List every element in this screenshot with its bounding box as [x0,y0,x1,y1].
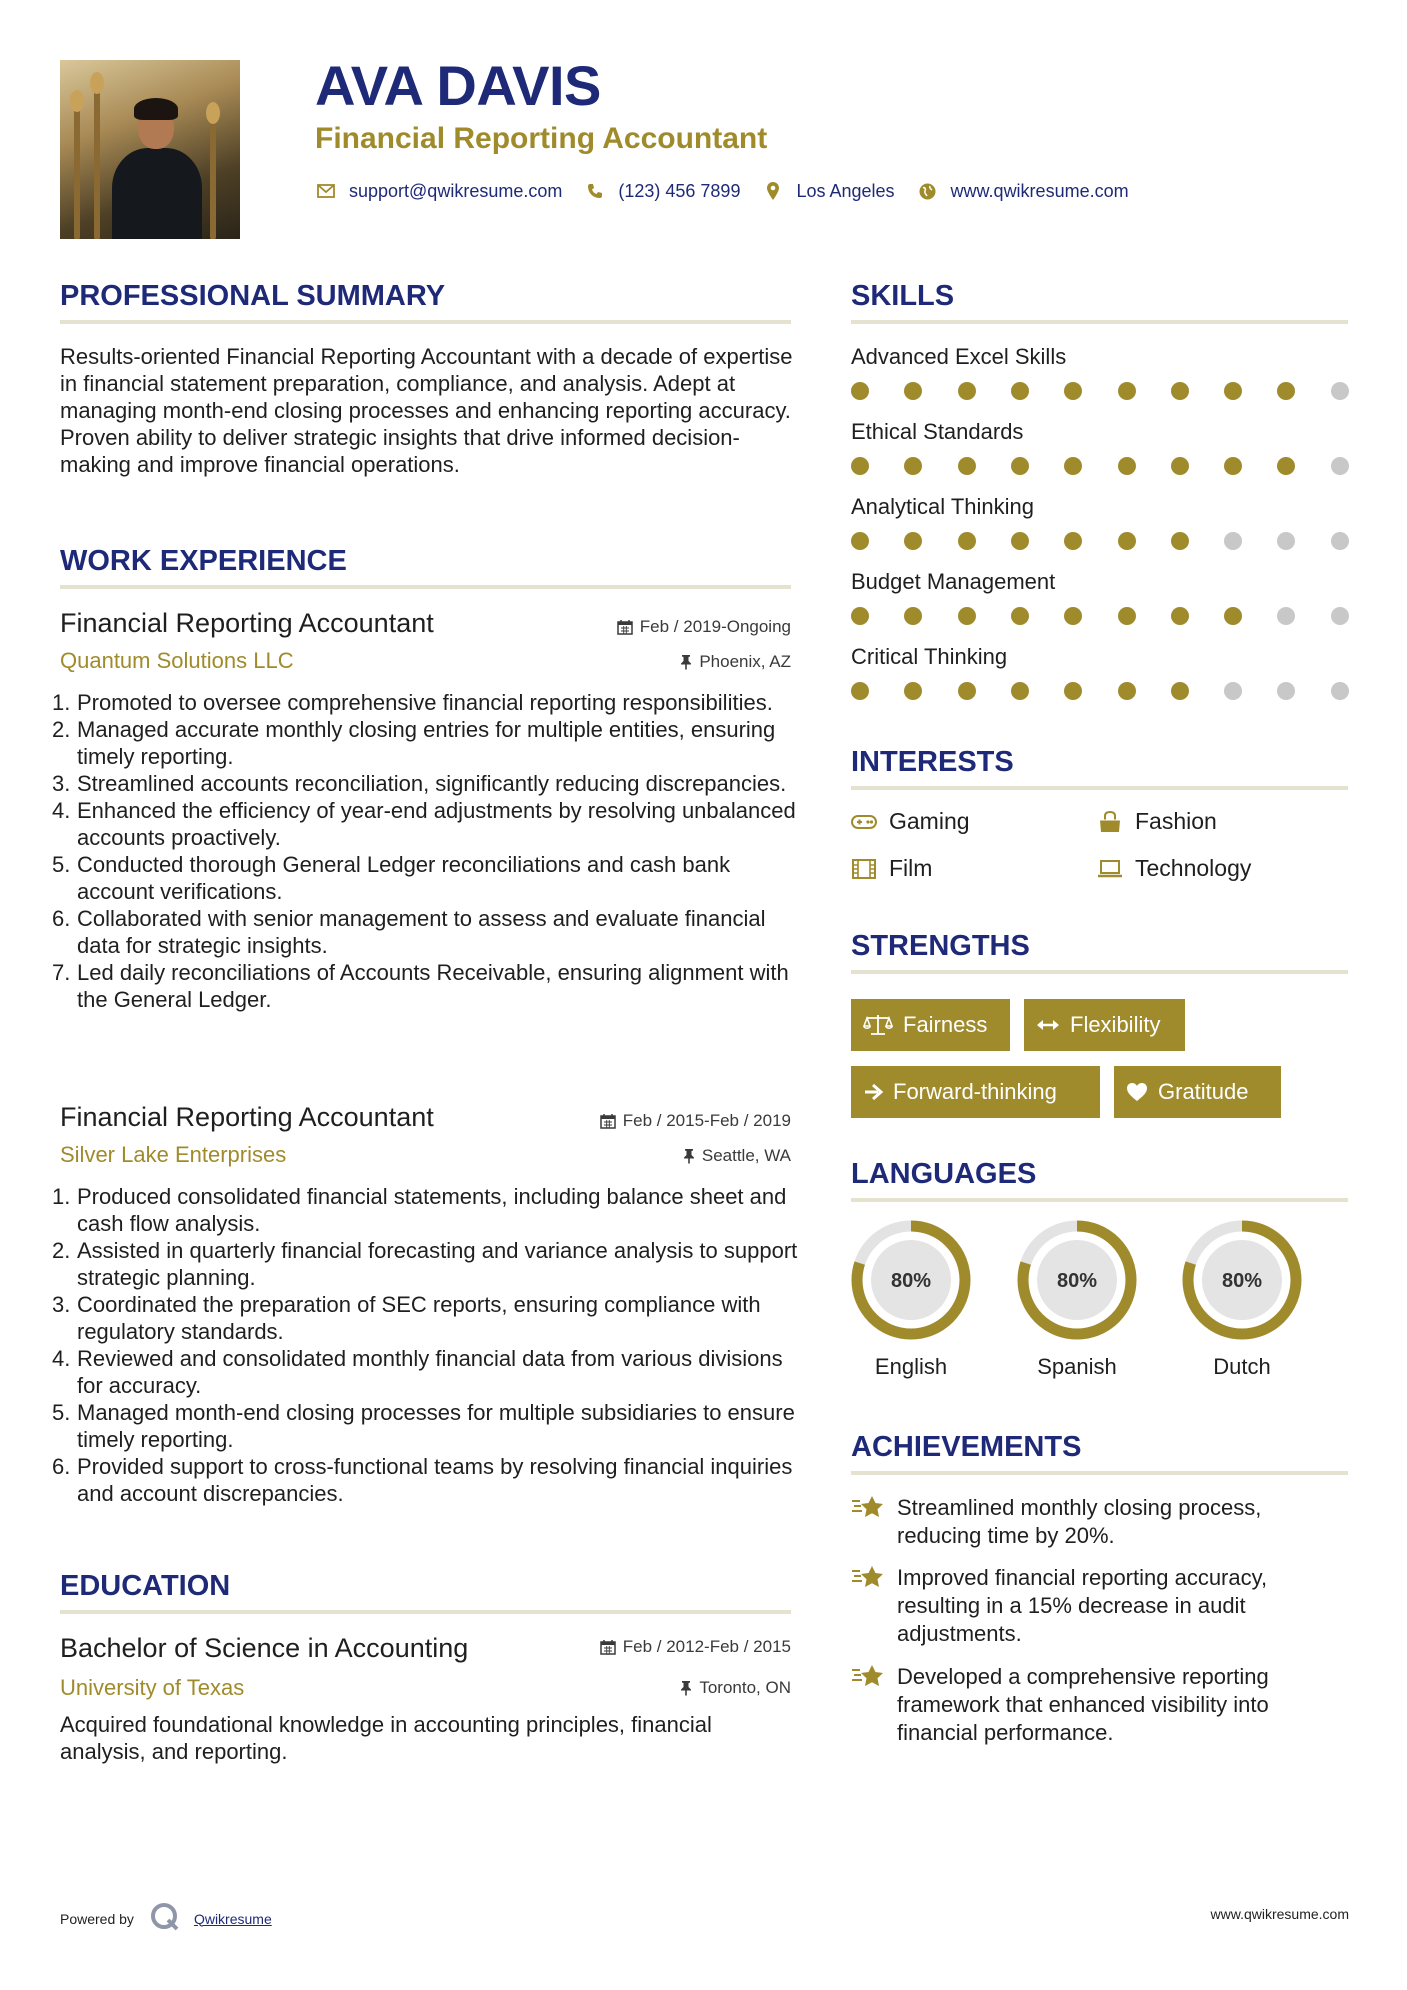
job-2-location [683,1146,791,1166]
skill-dot-filled [1171,457,1189,475]
education-heading: EDUCATION [60,1570,231,1602]
calendar-icon [600,1639,616,1655]
skill-4-name: Budget Management [851,569,1056,594]
interests-heading: INTERESTS [851,746,1014,778]
job-1-date [617,617,791,637]
skill-dot-filled [1118,382,1136,400]
calendar-icon [617,619,633,635]
skill-dot-filled [851,682,869,700]
contact-website-text: www.qwikresume.com [950,180,1129,201]
job-1-bullets [52,689,802,1013]
experience-divider [60,585,791,589]
list-item: 2. Managed accurate monthly closing entries for multiple entities, ensuring timely reporting. [52,717,776,769]
arrows-horizontal-icon [1036,1018,1060,1032]
strength-forward-thinking-label: Forward-thinking [893,1079,1057,1104]
skill-dot-filled [1224,457,1242,475]
skill-dot-empty [1224,532,1242,550]
globe-icon [917,180,939,202]
footer-powered-by [60,1902,272,1935]
skill-dot-filled [851,382,869,400]
strength-flexibility-label: Flexibility [1070,1012,1161,1037]
skill-1-rating [851,382,1349,400]
language-english [849,1218,973,1380]
skill-dot-filled [1171,607,1189,625]
experience-heading: WORK EXPERIENCE [60,545,347,577]
skill-dot-empty [1331,682,1349,700]
job-2-title: Financial Reporting Accountant [60,1102,434,1132]
pushpin-icon [680,654,692,670]
education-divider [60,1610,791,1614]
gamepad-icon [851,811,877,833]
skill-5-rating [851,682,1349,700]
skill-dot-filled [958,532,976,550]
map-marker-icon [762,180,784,202]
summary-heading: PROFESSIONAL SUMMARY [60,280,446,312]
skill-2-rating [851,457,1349,475]
skill-dot-filled [851,607,869,625]
list-item: 6. Collaborated with senior management to assess and evaluate financial data for strategic insights. [52,906,766,958]
job-2-company: Silver Lake Enterprises [60,1142,287,1167]
achievement-3 [851,1663,1351,1747]
job-1-title: Financial Reporting Accountant [60,608,434,638]
skill-dot-filled [904,457,922,475]
skill-dot-filled [1171,532,1189,550]
shopping-bag-icon [1097,811,1123,833]
interest-film [851,855,932,882]
skill-dot-filled [1277,382,1295,400]
strength-forward-thinking [851,1066,1100,1118]
language-dutch-percent: 80% [1221,1270,1263,1292]
contact-bar [315,180,1151,202]
skill-dot-empty [1277,607,1295,625]
shooting-star-icon [851,1492,887,1522]
powered-by-text: Powered by [60,1910,134,1927]
languages-heading: LANGUAGES [851,1158,1037,1190]
education-description: Acquired foundational knowledge in accounting principles, financial analysis, and reporting. [60,1712,712,1764]
skill-dot-filled [1171,382,1189,400]
list-item: 4. Reviewed and consolidated monthly financial data from various divisions for accuracy. [52,1346,783,1398]
skill-dot-filled [1011,457,1029,475]
skill-dot-filled [958,382,976,400]
language-spanish [1015,1218,1139,1380]
footer-website[interactable]: www.qwikresume.com [1210,1906,1349,1922]
skill-dot-filled [1064,457,1082,475]
skill-4-rating [851,607,1349,625]
skill-dot-empty [1277,532,1295,550]
language-dutch-ring [1180,1218,1304,1342]
language-spanish-label: Spanish [1037,1354,1117,1379]
education-degree: Bachelor of Science in Accounting [60,1633,469,1663]
skill-3-rating [851,532,1349,550]
interest-fashion [1097,808,1217,835]
list-item: 1. Promoted to oversee comprehensive financial reporting responsibilities. [52,690,773,715]
job-2-location-text: Seattle, WA [701,1146,791,1165]
list-item: 3. Streamlined accounts reconciliation, significantly reducing discrepancies. [52,771,787,796]
education-date-text: Feb / 2012-Feb / 2015 [622,1637,791,1656]
shooting-star-icon [851,1562,887,1592]
interest-gaming [851,808,970,835]
phone-icon [584,180,606,202]
skill-dot-filled [1171,682,1189,700]
skill-1-name: Advanced Excel Skills [851,344,1067,369]
skill-dot-empty [1331,382,1349,400]
contact-location [762,180,894,202]
skill-2-name: Ethical Standards [851,419,1024,444]
achievements-divider [851,1471,1348,1475]
skill-dot-filled [904,682,922,700]
skill-dot-filled [958,607,976,625]
strengths-heading: STRENGTHS [851,930,1030,962]
contact-phone-text: (123) 456 7899 [618,180,741,201]
strength-fairness [851,999,1010,1051]
summary-text: Results-oriented Financial Reporting Accountant with a decade of expertise in financial statement preparation, compliance, and analysis. Adept at managing month-end closing processes and enhancing reporting accuracy. Proven ability to deliver strategic insights that drive informed decision-making and improve financial operations. [60,344,793,477]
achievement-2 [851,1564,1351,1648]
skill-dot-filled [851,457,869,475]
interest-technology [1097,855,1251,882]
skill-dot-filled [1224,607,1242,625]
job-2-date [600,1111,791,1131]
language-english-percent: 80% [890,1270,932,1292]
list-item: 5. Managed month-end closing processes for multiple subsidiaries to ensure timely reporting. [52,1400,795,1452]
skill-dot-filled [904,532,922,550]
skill-dot-filled [904,382,922,400]
skill-dot-empty [1331,457,1349,475]
strength-gratitude-label: Gratitude [1158,1079,1249,1104]
summary-divider [60,320,791,324]
skill-dot-filled [1118,532,1136,550]
interest-film-label: Film [889,855,933,881]
calendar-icon [600,1113,616,1129]
skill-dot-filled [1064,607,1082,625]
pushpin-icon [680,1680,692,1696]
language-spanish-percent: 80% [1056,1270,1098,1292]
job-2-date-text: Feb / 2015-Feb / 2019 [622,1111,791,1130]
qwikresume-logo-icon [150,1902,180,1935]
contact-location-text: Los Angeles [796,180,895,201]
laptop-icon [1097,858,1123,880]
skill-dot-filled [1011,532,1029,550]
list-item: 1. Produced consolidated financial statements, including balance sheet and cash flow analysis. [52,1184,787,1236]
film-icon [851,858,877,880]
job-1-location [680,652,791,672]
achievement-1-text: Streamlined monthly closing process, reducing time by 20%. [897,1495,1262,1548]
skill-dot-filled [904,607,922,625]
achievements-heading: ACHIEVEMENTS [851,1431,1082,1463]
education-date [600,1637,791,1657]
skill-dot-filled [958,457,976,475]
achievement-1 [851,1494,1351,1550]
candidate-title: Financial Reporting Accountant [315,122,768,155]
skill-dot-filled [1064,382,1082,400]
skill-3-name: Analytical Thinking [851,494,1035,519]
interest-technology-label: Technology [1135,855,1252,881]
achievement-2-text: Improved financial reporting accuracy, resulting in a 15% decrease in audit adjustments. [897,1565,1268,1646]
skill-dot-filled [1118,607,1136,625]
skill-dot-filled [1011,607,1029,625]
contact-email[interactable] [315,180,562,202]
skill-dot-filled [1011,382,1029,400]
skill-dot-filled [1118,457,1136,475]
shooting-star-icon [851,1661,887,1691]
language-english-ring [849,1218,973,1342]
list-item: 2. Assisted in quarterly financial forecasting and variance analysis to support strategic planning. [52,1238,798,1290]
interest-gaming-label: Gaming [889,808,970,834]
skill-dot-empty [1277,682,1295,700]
skill-dot-filled [1064,682,1082,700]
pushpin-icon [683,1148,695,1164]
language-dutch-label: Dutch [1213,1354,1271,1379]
list-item: 5. Conducted thorough General Ledger reconciliations and cash bank account verifications. [52,852,731,904]
job-1-date-text: Feb / 2019-Ongoing [639,617,791,636]
language-english-label: English [874,1354,948,1379]
skill-dot-filled [1011,682,1029,700]
skill-dot-filled [1224,382,1242,400]
list-item: 7. Led daily reconciliations of Accounts Receivable, ensuring alignment with the General Ledger. [52,960,789,1012]
job-1-company: Quantum Solutions LLC [60,648,294,673]
list-item: 3. Coordinated the preparation of SEC reports, ensuring compliance with regulatory standards. [52,1292,761,1344]
strength-gratitude [1114,1066,1281,1118]
language-spanish-ring [1015,1218,1139,1342]
profile-photo [60,60,240,239]
skills-divider [851,320,1348,324]
interest-fashion-label: Fashion [1135,808,1217,834]
contact-email-text: support@qwikresume.com [349,180,563,201]
skill-dot-empty [1331,607,1349,625]
job-2-bullets [52,1183,802,1507]
education-school: University of Texas [60,1675,245,1700]
skill-dot-empty [1224,682,1242,700]
language-dutch [1180,1218,1304,1380]
education-location-text: Toronto, ON [699,1678,791,1697]
strengths-divider [851,970,1348,974]
envelope-icon [315,180,337,202]
contact-phone[interactable] [584,180,740,202]
skill-dot-filled [958,682,976,700]
skill-dot-filled [1118,682,1136,700]
balance-scale-icon [863,1014,893,1036]
job-1-location-text: Phoenix, AZ [699,652,791,671]
education-location [680,1678,791,1698]
contact-website[interactable] [917,180,1129,202]
skill-5-name: Critical Thinking [851,644,1008,669]
skill-dot-filled [851,532,869,550]
interests-divider [851,786,1348,790]
arrow-right-icon [863,1083,883,1101]
strength-fairness-label: Fairness [903,1012,988,1037]
skill-dot-empty [1331,532,1349,550]
heart-icon [1126,1082,1148,1102]
candidate-name: AVA DAVIS [315,54,601,117]
achievement-3-text: Developed a comprehensive reporting framework that enhanced visibility into financial performance. [897,1664,1269,1745]
qwikresume-link[interactable]: Qwikresume [193,1910,272,1927]
list-item: 4. Enhanced the efficiency of year-end adjustments by resolving unbalanced accounts proactively. [52,798,796,850]
skills-heading: SKILLS [851,280,955,312]
strength-flexibility [1024,999,1185,1051]
skill-dot-filled [1277,457,1295,475]
languages-divider [851,1198,1348,1202]
list-item: 6. Provided support to cross-functional teams by resolving financial inquiries and account discrepancies. [52,1454,793,1506]
skill-dot-filled [1064,532,1082,550]
